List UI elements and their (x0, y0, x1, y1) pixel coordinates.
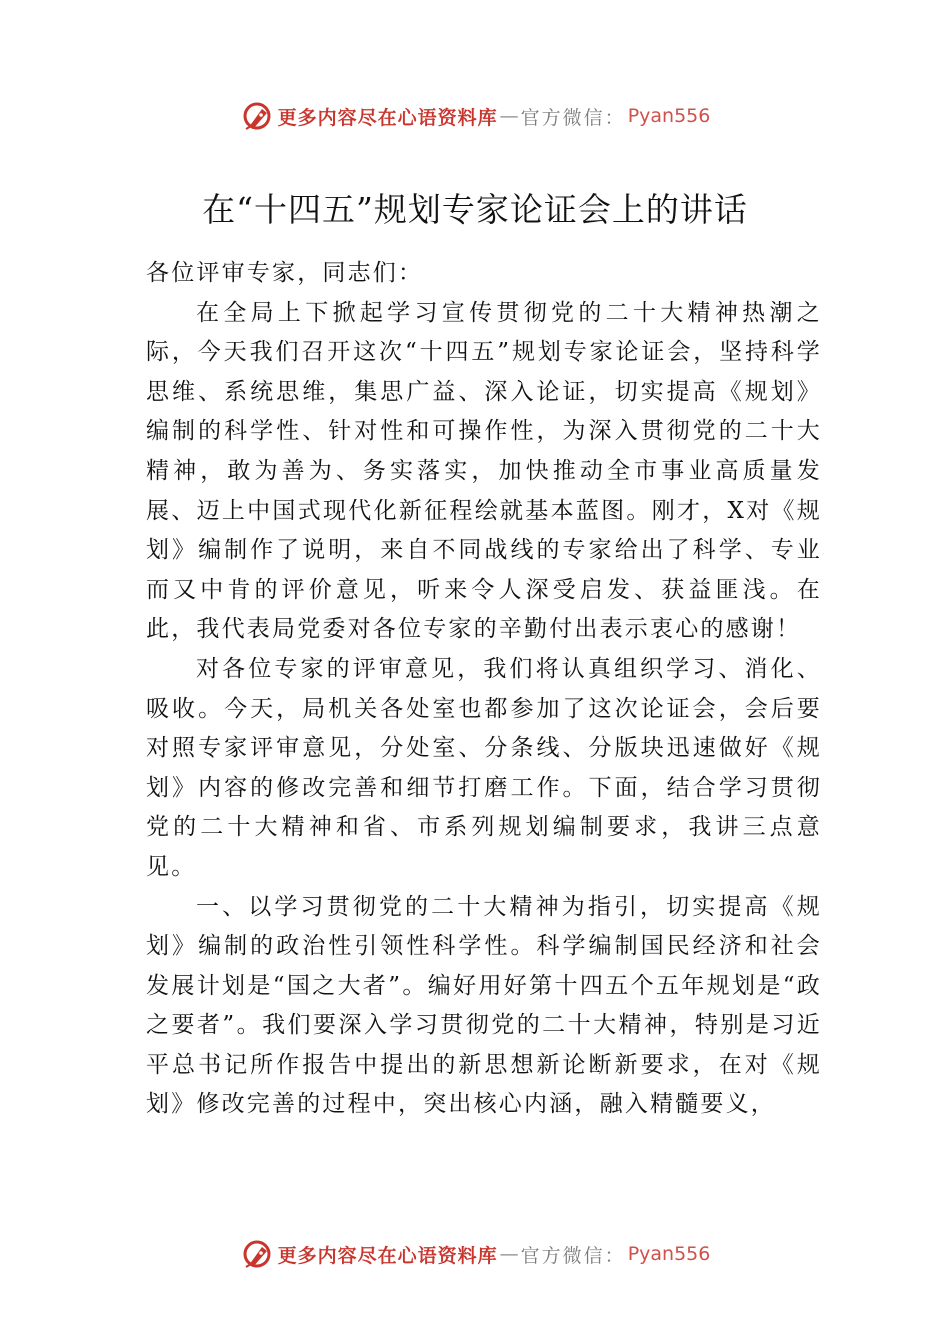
document-body (146, 254, 822, 1125)
watermark-wechat-id: Pyan556 (627, 105, 711, 127)
watermark-text: 更多内容尽在心语资料库 (277, 1244, 498, 1267)
pen-nib-logo-icon (240, 99, 274, 133)
footer-watermark (0, 1234, 950, 1274)
watermark-separator: — (499, 105, 519, 127)
watermark-wechat-label: 官方微信： (520, 1244, 626, 1267)
header-watermark (0, 96, 950, 136)
pen-nib-logo-icon (240, 1237, 274, 1271)
watermark-wechat-id: Pyan556 (627, 1243, 711, 1265)
body-paragraph: 在全局上下掀起学习宣传贯彻党的二十大精神热潮之际，今天我们召开这次“十四五”规划专家论证会，坚持科学思维、系统思维，集思广益、深入论证，切实提高《规划》编制的科学性、针对性和可操作性，为深入贯彻党的二十大精神，敢为善为、务实落实，加快推动全市事业高质量发展、迈上中国式现代化新征程绘就基本蓝图。刚才，X对《规划》编制作了说明，来自不同战线的专家给出了科学、专业而又中肯的评价意见，听来令人深受启发、获益匪浅。在此，我代表局党委对各位专家的辛勤付出表示衷心的感谢！ (146, 299, 822, 643)
document-title: 在“十四五”规划专家论证会上的讲话 (202, 190, 748, 229)
body-paragraph: 对各位专家的评审意见，我们将认真组织学习、消化、吸收。今天，局机关各处室也都参加了这次论证会，会后要对照专家评审意见，分处室、分条线、分版块迅速做好《规划》内容的修改完善和细节打磨工作。下面，结合学习贯彻党的二十大精神和省、市系列规划编制要求，我讲三点意见。 (146, 655, 822, 880)
watermark-text: 更多内容尽在心语资料库 (277, 106, 498, 129)
watermark-separator: — (499, 1243, 519, 1265)
body-paragraph: 一、以学习贯彻党的二十大精神为指引，切实提高《规划》编制的政治性引领性科学性。科学编制国民经济和社会发展计划是“国之大者”。编好用好第十四五个五年规划是“政之要者”。我们要深入学习贯彻党的二十大精神，特别是习近平总书记所作报告中提出的新思想新论断新要求，在对《规划》修改完善的过程中，突出核心内涵，融入精髓要义， (146, 893, 822, 1118)
watermark-wechat-label: 官方微信： (520, 106, 626, 129)
salutation: 各位评审专家，同志们： (146, 260, 424, 286)
